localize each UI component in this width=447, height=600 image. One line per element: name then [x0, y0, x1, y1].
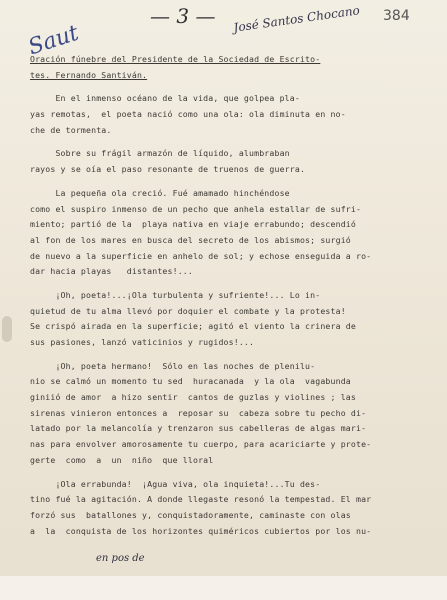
- text-line: nas para envolver amorosamente tu cuerpo, para acariciarte y prote-: [30, 439, 372, 450]
- text-line: ¡Oh, poeta hermano! Sólo en las noches de plenilu-: [30, 360, 316, 371]
- text-line: quietud de tu alma llevó por doquier el combate y la protesta!: [30, 305, 346, 316]
- text-line: Se crispó airada en la superficie; agitó el viento la crinera de: [30, 321, 356, 332]
- text-line: forzó sus batallones y, conquistadoramente, caminaste con olas: [30, 509, 351, 520]
- text-line: En el inmenso océano de la vida, que golpea pla-: [30, 93, 300, 104]
- archive-number: 384: [383, 8, 410, 24]
- text-line: La pequeña ola creció. Fué amamado hinchéndose: [30, 187, 290, 198]
- typed-text: [30, 52, 432, 539]
- paragraph-gap: [30, 280, 432, 288]
- text-line: yas remotas, el poeta nació como una ola: ola diminuta en no-: [30, 109, 346, 120]
- text-line: gerte como a un niño que lloral: [30, 454, 214, 465]
- text-line: sus pasiones, lanzó vaticinios y rugidos!...: [30, 337, 255, 347]
- title-line: Oración fúnebre del Presidente de la Sociedad de Escrito-: [30, 54, 321, 64]
- title-line: tes. Fernando Santiván.: [30, 69, 148, 80]
- text-line: de nuevo a la superficie en anhelo de sol; y echose enseguida a ro-: [30, 250, 372, 261]
- punch-hole: [2, 316, 12, 342]
- text-line: Sobre su frágil armazón de líquido, alumbraban: [30, 148, 290, 159]
- text-line: nio se calmó un momento tu sed huracanada y la ola vagabunda: [30, 376, 351, 387]
- corner-note: Saut: [25, 20, 82, 61]
- text-line: giniió de amor a hizo sentir cantos de guzlas y violines ; las: [30, 392, 356, 403]
- text-line: latado por la melancolía y trenzaron sus cabelleras de algas mari-: [30, 423, 367, 434]
- paragraph-gap: [30, 469, 432, 477]
- handwritten-insertion: en pos de: [96, 553, 145, 564]
- text-line: al fon de los mares en busca del secreto de los abismos; surgió: [30, 234, 351, 245]
- paragraph-gap: [30, 178, 432, 186]
- paragraph-gap: [30, 351, 432, 359]
- paragraph-gap: [30, 83, 432, 91]
- text-line: dar hacia playas distantes!...: [30, 266, 193, 277]
- text-line: rayos y se oía el paso resonante de truenos de guerra.: [30, 164, 306, 175]
- text-line: ¡Ola errabunda! ¡Agua viva, ola inquieta!...Tu des-: [30, 478, 321, 489]
- text-line: como el suspiro inmenso de un pecho que anhela estallar de sufri-: [30, 203, 362, 214]
- text-line: a la conquista de los horizontes quiméricos cubiertos por los nu-: [30, 525, 372, 536]
- text-line: miento; partió de la playa nativa en viaje errabundo; descendió: [30, 219, 356, 230]
- text-line: ¡Oh, poeta!...¡Ola turbulenta y sufriente!... Lo in-: [30, 289, 321, 300]
- page-mark: — 3 —: [150, 4, 216, 28]
- author-name: José Santos Chocano: [232, 3, 361, 35]
- paragraph-gap: [30, 138, 432, 146]
- text-line: sirenas vinieron entonces a reposar su cabeza sobre tu pecho di-: [30, 407, 367, 418]
- text-line: che de tormenta.: [30, 124, 112, 135]
- text-line: tino fué la agitación. A donde llegaste resonó la tempestad. El mar: [30, 494, 372, 505]
